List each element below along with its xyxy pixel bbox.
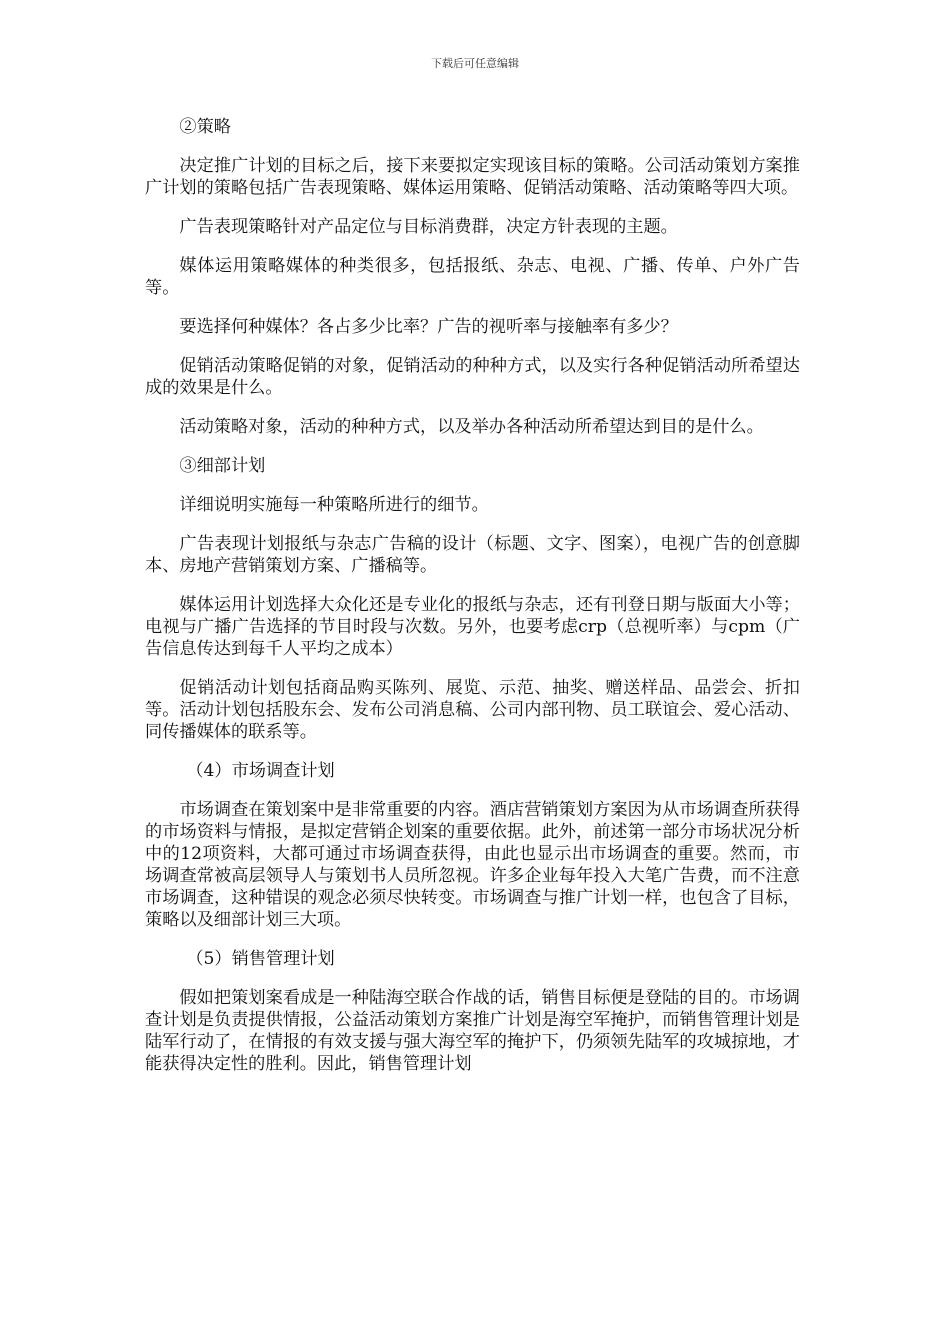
section-heading-strategy: ②策略	[179, 117, 231, 137]
section-heading-detail-plan: ③细部计划	[179, 456, 266, 476]
section-heading-sales-management: （5）销售管理计划	[186, 949, 335, 969]
paragraph: 假如把策划案看成是一种陆海空联合作战的话，销售目标便是登陆的目的。市场调查计划是负责提供情报，公益活动策划方案推广计划是海空军掩护，而销售管理计划是陆军行动了，在情报的有效支援与强大海空军的掩护下，仍须领先陆军的攻城掠地，才能获得决定性的胜利。因此，销售管理计划	[145, 988, 800, 1074]
paragraph: 广告表现计划报纸与杂志广告稿的设计（标题、文字、图案），电视广告的创意脚本、房地产营销策划方案、广播稿等。	[145, 534, 800, 576]
paragraph: 广告表现策略针对产品定位与目标消费群，决定方针表现的主题。	[179, 217, 678, 237]
paragraph: 媒体运用计划选择大众化还是专业化的报纸与杂志，还有刊登日期与版面大小等；电视与广播广告选择的节目时段与次数。另外，也要考虑crp（总视听率）与cpm（广告信息传达到每千人平均之成本）	[145, 595, 800, 659]
paragraph: 促销活动策略促销的对象，促销活动的种种方式，以及实行各种促销活动所希望达成的效果是什么。	[145, 356, 800, 398]
paragraph: 要选择何种媒体？各占多少比率？广告的视听率与接触率有多少？	[179, 317, 678, 337]
page-header: 下载后可任意编辑	[431, 57, 519, 70]
paragraph: 媒体运用策略媒体的种类很多，包括报纸、杂志、电视、广播、传单、户外广告等。	[145, 256, 800, 298]
paragraph: 促销活动计划包括商品购买陈列、展览、示范、抽奖、赠送样品、品尝会、折扣等。活动计划包括股东会、发布公司消息稿、公司内部刊物、员工联谊会、爱心活动、同传播媒体的联系等。	[145, 678, 800, 742]
paragraph: 详细说明实施每一种策略所进行的细节。	[179, 495, 489, 515]
paragraph: 活动策略对象，活动的种种方式，以及举办各种活动所希望达到目的是什么。	[179, 417, 764, 437]
paragraph: 市场调查在策划案中是非常重要的内容。酒店营销策划方案因为从市场调查所获得的市场资料与情报，是拟定营销企划案的重要依据。此外，前述第一部分市场状况分析中的12项资料，大都可通过市场调查获得，由此也显示出市场调查的重要。然而，市场调查常被高层领导人与策划书人员所忽视。许多企业每年投入大笔广告费，而不注意市场调查，这种错误的观念必须尽快转变。市场调查与推广计划一样，也包含了目标，策略以及细部计划三大项。	[145, 800, 800, 930]
paragraph: 决定推广计划的目标之后，接下来要拟定实现该目标的策略。公司活动策划方案推广计划的策略包括广告表现策略、媒体运用策略、促销活动策略、活动策略等四大项。	[145, 156, 800, 198]
section-heading-market-research: （4）市场调查计划	[186, 761, 335, 781]
document-body	[145, 116, 800, 1075]
